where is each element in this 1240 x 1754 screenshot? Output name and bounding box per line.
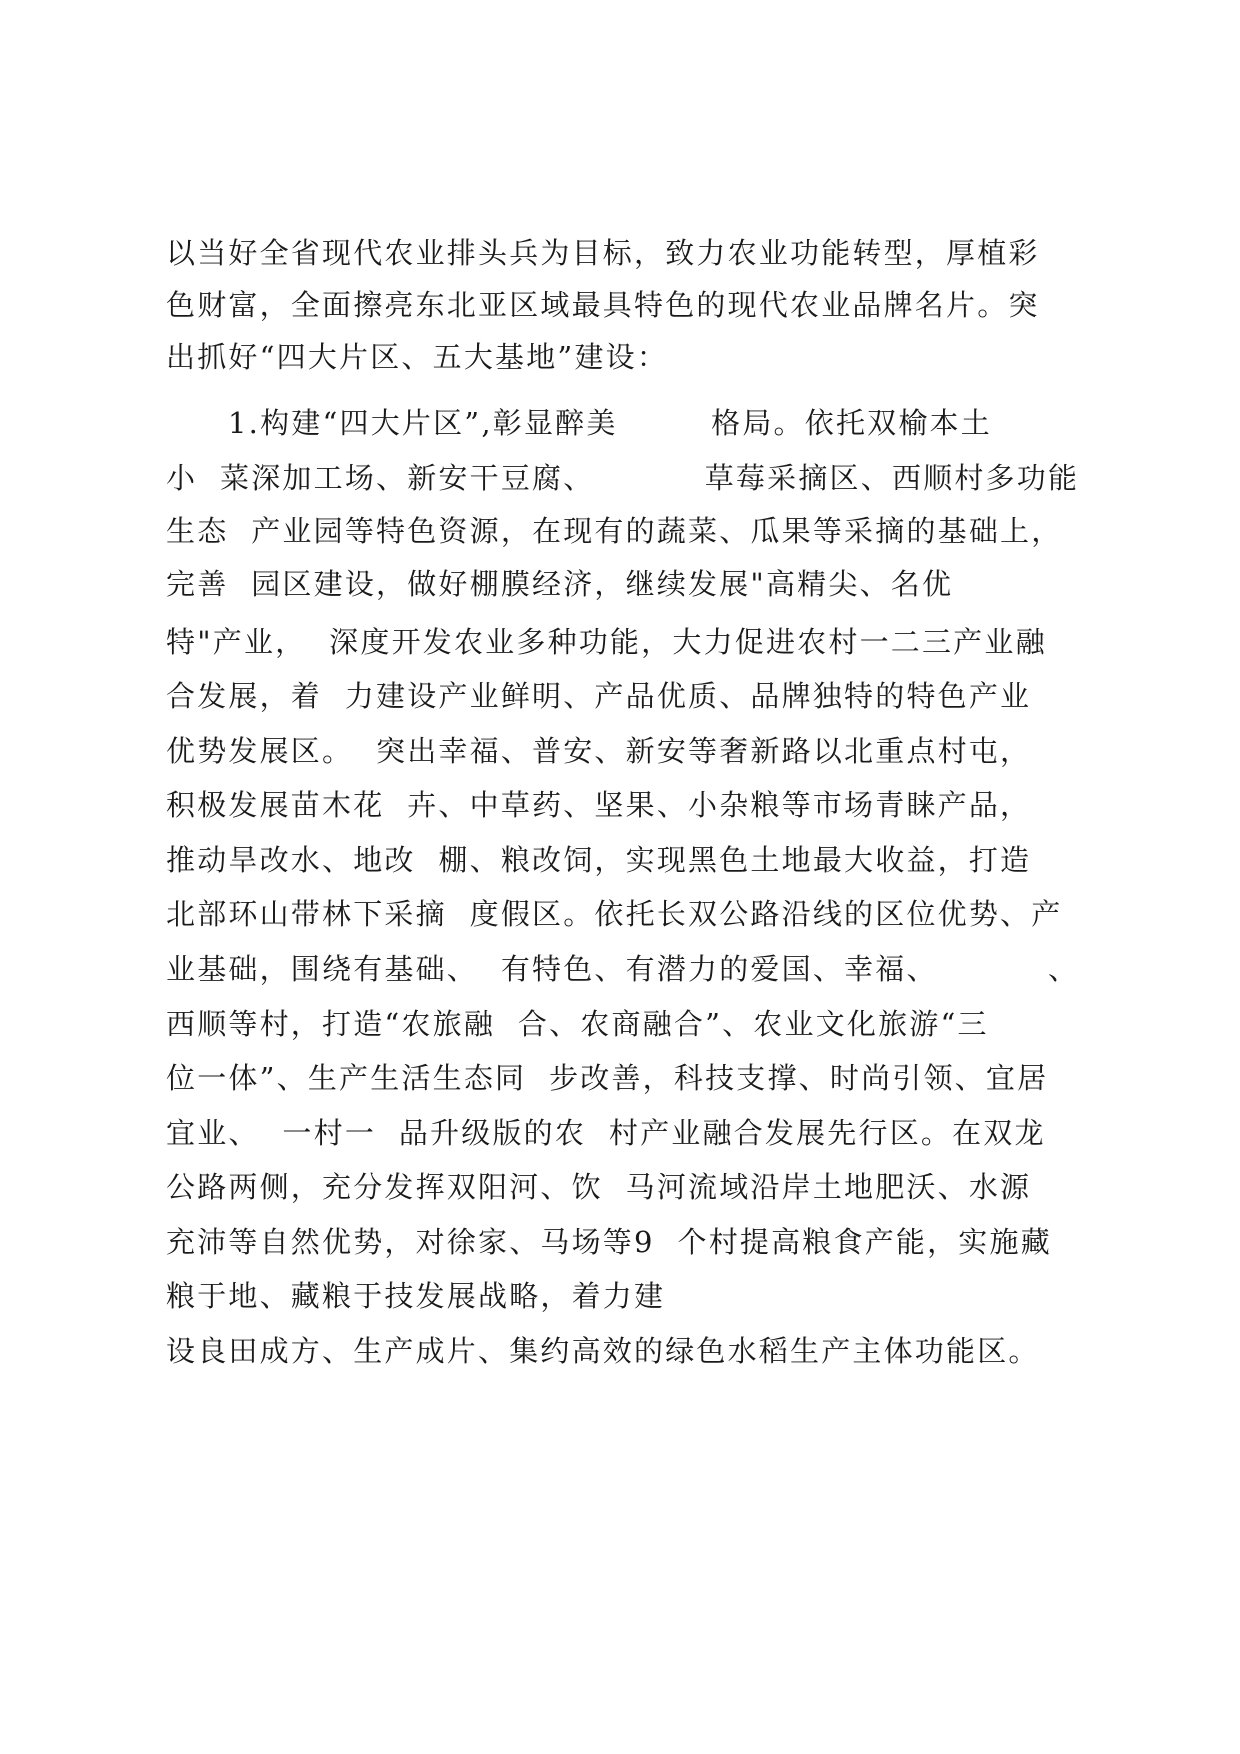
text-line: 推动旱改水、地改 棚、粮改饲，实现黑色土地最大收益，打造: [166, 843, 1032, 877]
text-line: 西顺等村，打造“农旅融 合、农商融合”、农业文化旅游“三: [166, 1007, 989, 1041]
text-line: 公路两侧，充分发挥双阳河、饮 马河流域沿岸土地肥沃、水源: [166, 1170, 1032, 1204]
text-line: 设良田成方、生产成片、集约高效的绿色水稻生产主体功能区。: [166, 1334, 1040, 1368]
text-line: 宜业、 一村一 品升级版的农 村产业融合发展先行区。在双龙: [166, 1116, 1046, 1150]
text-line: 特"产业， 深度开发农业多种功能，大力促进农村一二三产业融: [166, 625, 1047, 659]
text-line: 合发展，着 力建设产业鲜明、产品优质、品牌独特的特色产业: [166, 679, 1032, 713]
text-line: 完善 园区建设，做好棚膜经济，继续发展"高精尖、名优: [166, 567, 954, 601]
text-line: 生态 产业园等特色资源，在现有的蔬菜、瓜果等采摘的基础上，: [166, 514, 1063, 548]
text-line: 位一体”、生产生活生态同 步改善，科技支撑、时尚引领、宜居: [166, 1061, 1049, 1095]
text-line: 北部环山带林下采摘 度假区。依托长双公路沿线的区位优势、产: [166, 897, 1063, 931]
text-line: 小 菜深加工场、新安干豆腐、 草莓采摘区、西顺村多功能: [166, 461, 1080, 495]
text-line: 业基础，围绕有基础、 有特色、有潜力的爱国、幸福、 、: [166, 952, 1080, 986]
text-line: 1.构建“四大片区”,彰显醉美 格局。依托双榆本土: [228, 406, 992, 440]
text-line: 色财富，全面擦亮东北亚区域最具特色的现代农业品牌名片。突: [166, 288, 1040, 322]
text-line: 以当好全省现代农业排头兵为目标，致力农业功能转型，厚植彩: [166, 236, 1040, 270]
text-line: 优势发展区。 突出幸福、普安、新安等奢新路以北重点村屯，: [166, 734, 1032, 768]
text-line: 充沛等自然优势，对徐家、马场等9 个村提高粮食产能，实施藏: [166, 1225, 1052, 1259]
text-line: 积极发展苗木花 卉、中草药、坚果、小杂粮等市场青睐产品，: [166, 788, 1032, 822]
text-line: 粮于地、藏粮于技发展战略，着力建: [166, 1279, 666, 1313]
text-line: 出抓好“四大片区、五大基地”建设：: [166, 340, 669, 374]
